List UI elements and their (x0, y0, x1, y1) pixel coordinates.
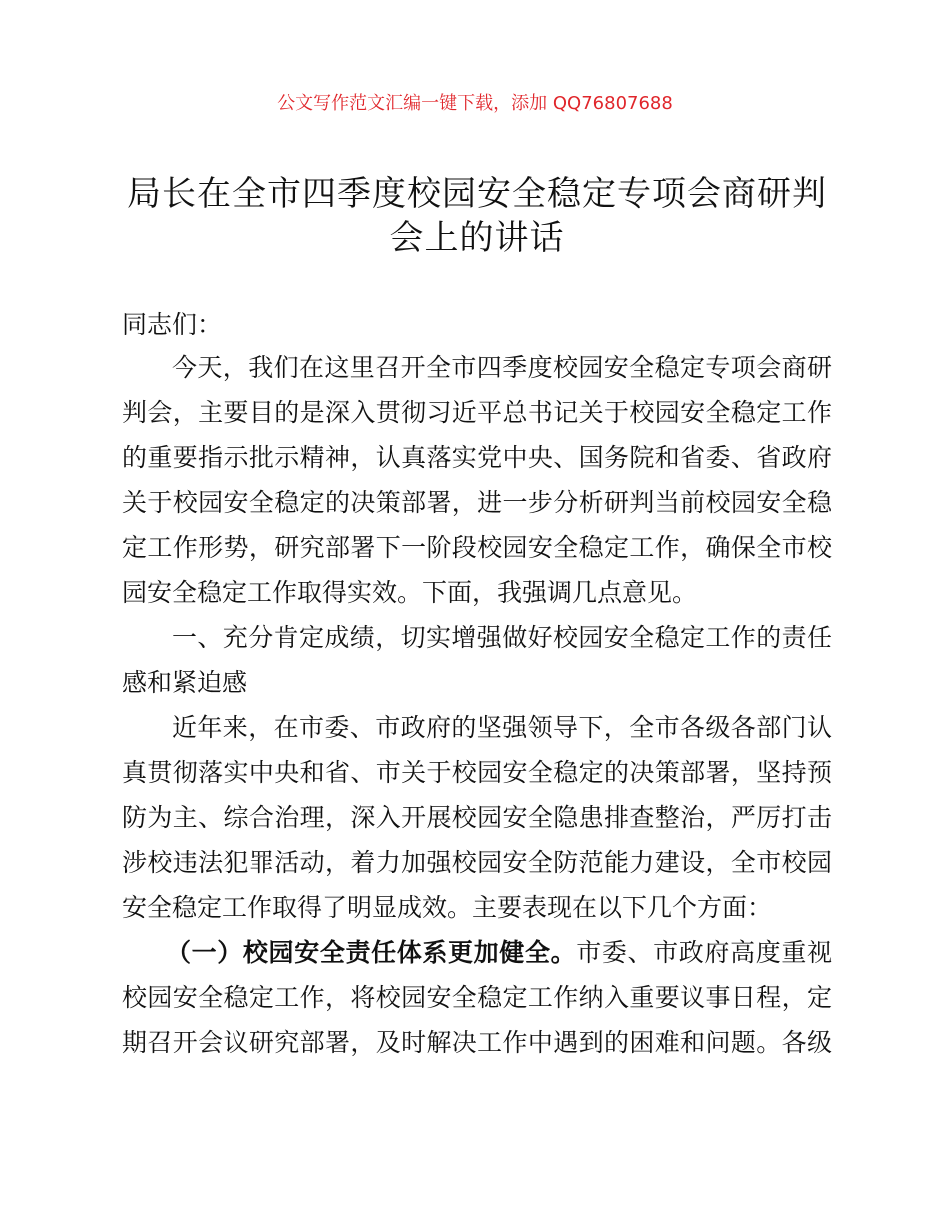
body-line: 期召开会议研究部署，及时解决工作中遇到的困难和问题。各级 (122, 1028, 832, 1057)
body-line: 今天，我们在这里召开全市四季度校园安全稳定专项会商研 (172, 353, 832, 382)
subsection-line (166, 936, 832, 970)
subsection-heading: （一）校园安全责任体系更加健全。 (166, 938, 577, 967)
body-line: 定工作形势，研究部署下一阶段校园安全稳定工作，确保全市校 (122, 533, 832, 562)
body-line: 真贯彻落实中央和省、市关于校园安全稳定的决策部署，坚持预 (122, 758, 832, 787)
body-line: 防为主、综合治理，深入开展校园安全隐患排查整治，严厉打击 (122, 803, 832, 832)
body-line: 园安全稳定工作取得实效。下面，我强调几点意见。 (122, 578, 698, 607)
body-line: 判会，主要目的是深入贯彻习近平总书记关于校园安全稳定工作 (122, 398, 832, 427)
body-line: 校园安全稳定工作，将校园安全稳定工作纳入重要议事日程，定 (122, 983, 832, 1012)
document-title-line-2: 会上的讲话 (389, 218, 565, 258)
body-line: 关于校园安全稳定的决策部署，进一步分析研判当前校园安全稳 (122, 488, 832, 517)
body-line: 的重要指示批示精神，认真落实党中央、国务院和省委、省政府 (122, 443, 832, 472)
body-line: 近年来，在市委、市政府的坚强领导下，全市各级各部门认 (172, 713, 832, 742)
header-note: 公文写作范文汇编一键下载，添加 QQ76807688 (277, 93, 673, 114)
body-line: 涉校违法犯罪活动，着力加强校园安全防范能力建设，全市校园 (122, 848, 832, 877)
subsection-text: 市委、市政府高度重视 (576, 938, 832, 967)
section-heading: 感和紧迫感 (122, 668, 248, 697)
document-title-line-1: 局长在全市四季度校园安全稳定专项会商研判 (127, 174, 827, 214)
section-heading: 一、充分肯定成绩，切实增强做好校园安全稳定工作的责任 (172, 623, 832, 652)
body-line: 安全稳定工作取得了明显成效。主要表现在以下几个方面： (122, 893, 773, 922)
salutation: 同志们： (122, 310, 223, 339)
